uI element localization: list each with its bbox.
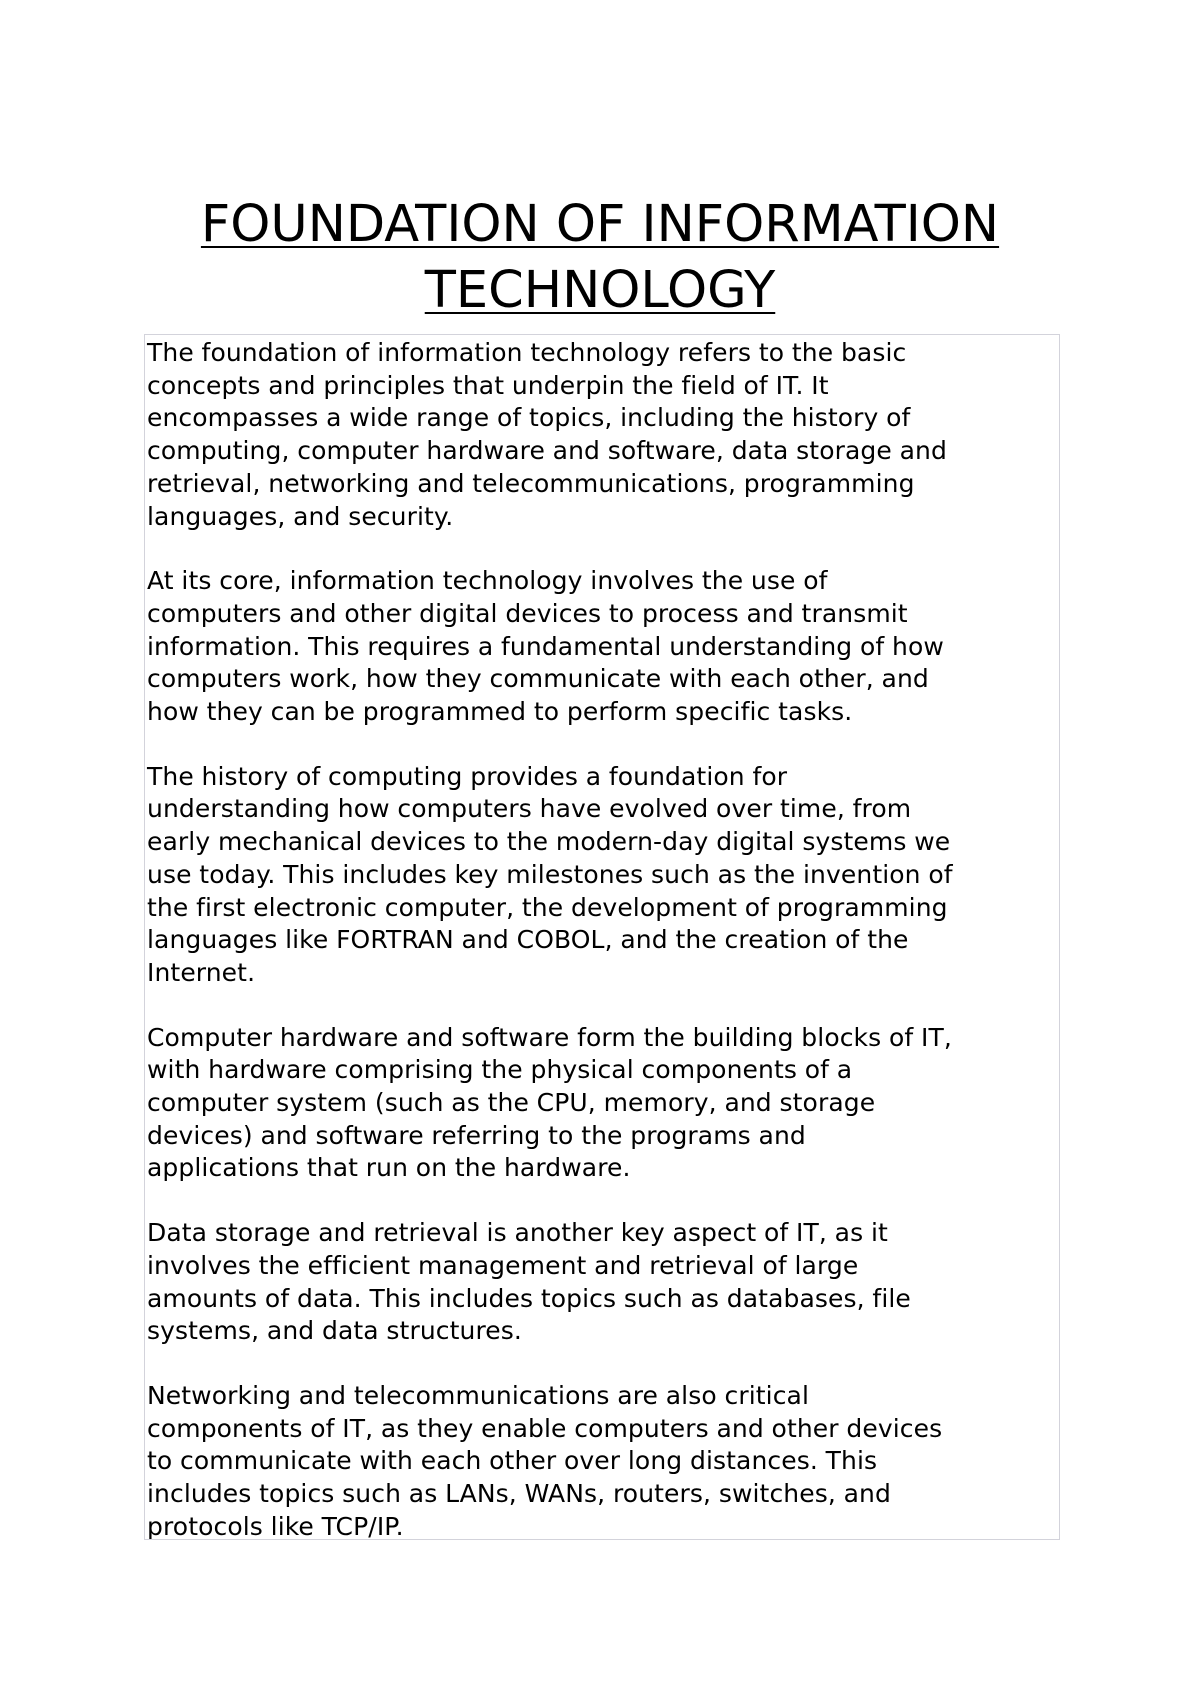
text-line: Computer hardware and software form the building blocks of IT, [147, 1022, 952, 1052]
text-line: At its core, information technology involves the use of [147, 566, 828, 596]
text-line: early mechanical devices to the modern-day digital systems we [147, 827, 951, 857]
text-line: understanding how computers have evolved over time, from [147, 794, 912, 824]
text-line: with hardware comprising the physical components of a [147, 1055, 853, 1085]
text-line: Internet. [147, 957, 256, 987]
document-title [0, 192, 1200, 324]
title-line: FOUNDATION OF INFORMATION [200, 195, 1000, 254]
text-line: to communicate with each other over long distances. This [147, 1446, 878, 1476]
title-line: TECHNOLOGY [424, 261, 776, 320]
text-line: retrieval, networking and telecommunications, programming [147, 468, 915, 498]
paragraph-core [147, 565, 1057, 729]
text-line: involves the efficient management and retrieval of large [147, 1250, 859, 1280]
text-line: encompasses a wide range of topics, including the history of [147, 403, 911, 433]
paragraph-intro [147, 337, 1057, 533]
paragraph-data-storage [147, 1217, 1057, 1348]
body-text-frame [144, 334, 1060, 1540]
text-line: use today. This includes key milestones such as the invention of [147, 859, 953, 889]
text-line: Data storage and retrieval is another key aspect of IT, as it [147, 1218, 888, 1248]
paragraph-hardware-software [147, 1022, 1057, 1186]
text-line: computers and other digital devices to process and transmit [147, 598, 908, 628]
text-line: protocols like TCP/IP. [147, 1511, 404, 1540]
text-line: applications that run on the hardware. [147, 1153, 631, 1183]
text-line: how they can be programmed to perform specific tasks. [147, 697, 853, 727]
text-line: The foundation of information technology refers to the basic [147, 338, 907, 367]
paragraph-history [147, 761, 1057, 990]
paragraph-networking [147, 1380, 1057, 1540]
text-line: languages, and security. [147, 501, 454, 531]
text-line: information. This requires a fundamental understanding of how [147, 631, 944, 661]
text-line: languages like FORTRAN and COBOL, and the creation of the [147, 925, 909, 955]
text-line: concepts and principles that underpin the field of IT. It [147, 370, 829, 400]
text-line: includes topics such as LANs, WANs, routers, switches, and [147, 1479, 891, 1509]
text-line: the first electronic computer, the development of programming [147, 892, 948, 922]
text-line: components of IT, as they enable computers and other devices [147, 1413, 943, 1443]
text-line: systems, and data structures. [147, 1316, 522, 1346]
text-line: computing, computer hardware and software, data storage and [147, 436, 947, 466]
text-line: computer system (such as the CPU, memory, and storage [147, 1088, 876, 1118]
text-line: computers work, how they communicate with each other, and [147, 664, 929, 694]
text-line: Networking and telecommunications are also critical [147, 1380, 810, 1410]
text-line: The history of computing provides a foundation for [147, 761, 788, 791]
text-line: devices) and software referring to the programs and [147, 1120, 806, 1150]
text-line: amounts of data. This includes topics such as databases, file [147, 1283, 911, 1313]
